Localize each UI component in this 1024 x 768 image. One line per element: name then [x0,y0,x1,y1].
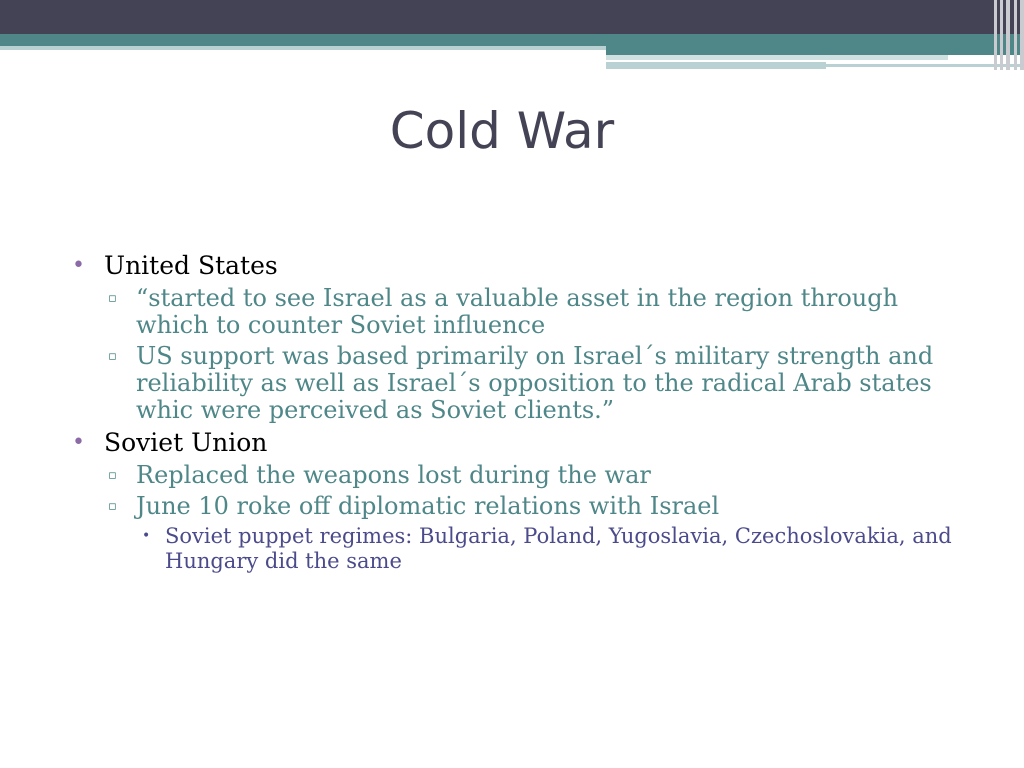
bullet-marker: • [72,253,85,278]
sub-bullet-marker: ▫ [108,468,117,483]
sub-bullet-text: June 10 roke off diplomatic relations with Israel [136,492,720,520]
bullet-text: United States [104,251,278,280]
sub-sub-bullet-text: Soviet puppet regimes: Bulgaria, Poland, Yugoslavia, Czechoslovakia, and Hungary did the same [165,524,952,573]
header-band-light [0,46,606,50]
header-band-dark [0,0,1024,34]
stripe [1014,0,1017,70]
sub-sub-bullet-marker: • [142,528,151,544]
sub-bullet [104,343,972,424]
sub-bullet [104,285,972,339]
header-band-teal-right [606,46,1024,55]
sub-list [104,285,972,424]
stripe [1000,0,1003,70]
header-stripes [992,0,1024,70]
stripe [1006,0,1010,70]
sub-bullet-text: “started to see Israel as a valuable asset in the region through which to counter Soviet influence [136,284,899,339]
bullet-text: Soviet Union [104,428,268,457]
header-band-light [606,55,948,60]
slide-title: Cold War [389,102,615,160]
bullet-united-states [72,250,972,281]
sub-bullet-marker: ▫ [108,499,117,514]
sub-bullet-text: US support was based primarily on Israel´s military strength and reliability as well as Israel´s opposition to the radical Arab states whic were perceived as Soviet clients.” [136,342,934,424]
sub-bullet-marker: ▫ [108,291,117,306]
bullet-marker: • [72,430,85,455]
sub-sub-bullet [136,524,972,574]
sub-sub-list [136,524,972,574]
sub-bullet-text: Replaced the weapons lost during the war [136,461,651,489]
bullet-soviet-union [72,427,972,458]
sub-bullet [104,493,972,520]
header-band-light [606,62,826,69]
sub-list [104,462,972,520]
sub-bullet [104,462,972,489]
sub-bullet-marker: ▫ [108,349,117,364]
stripe [994,0,997,70]
slide-body [72,250,972,578]
stripe [1020,0,1024,70]
header-band-teal [0,34,1024,46]
